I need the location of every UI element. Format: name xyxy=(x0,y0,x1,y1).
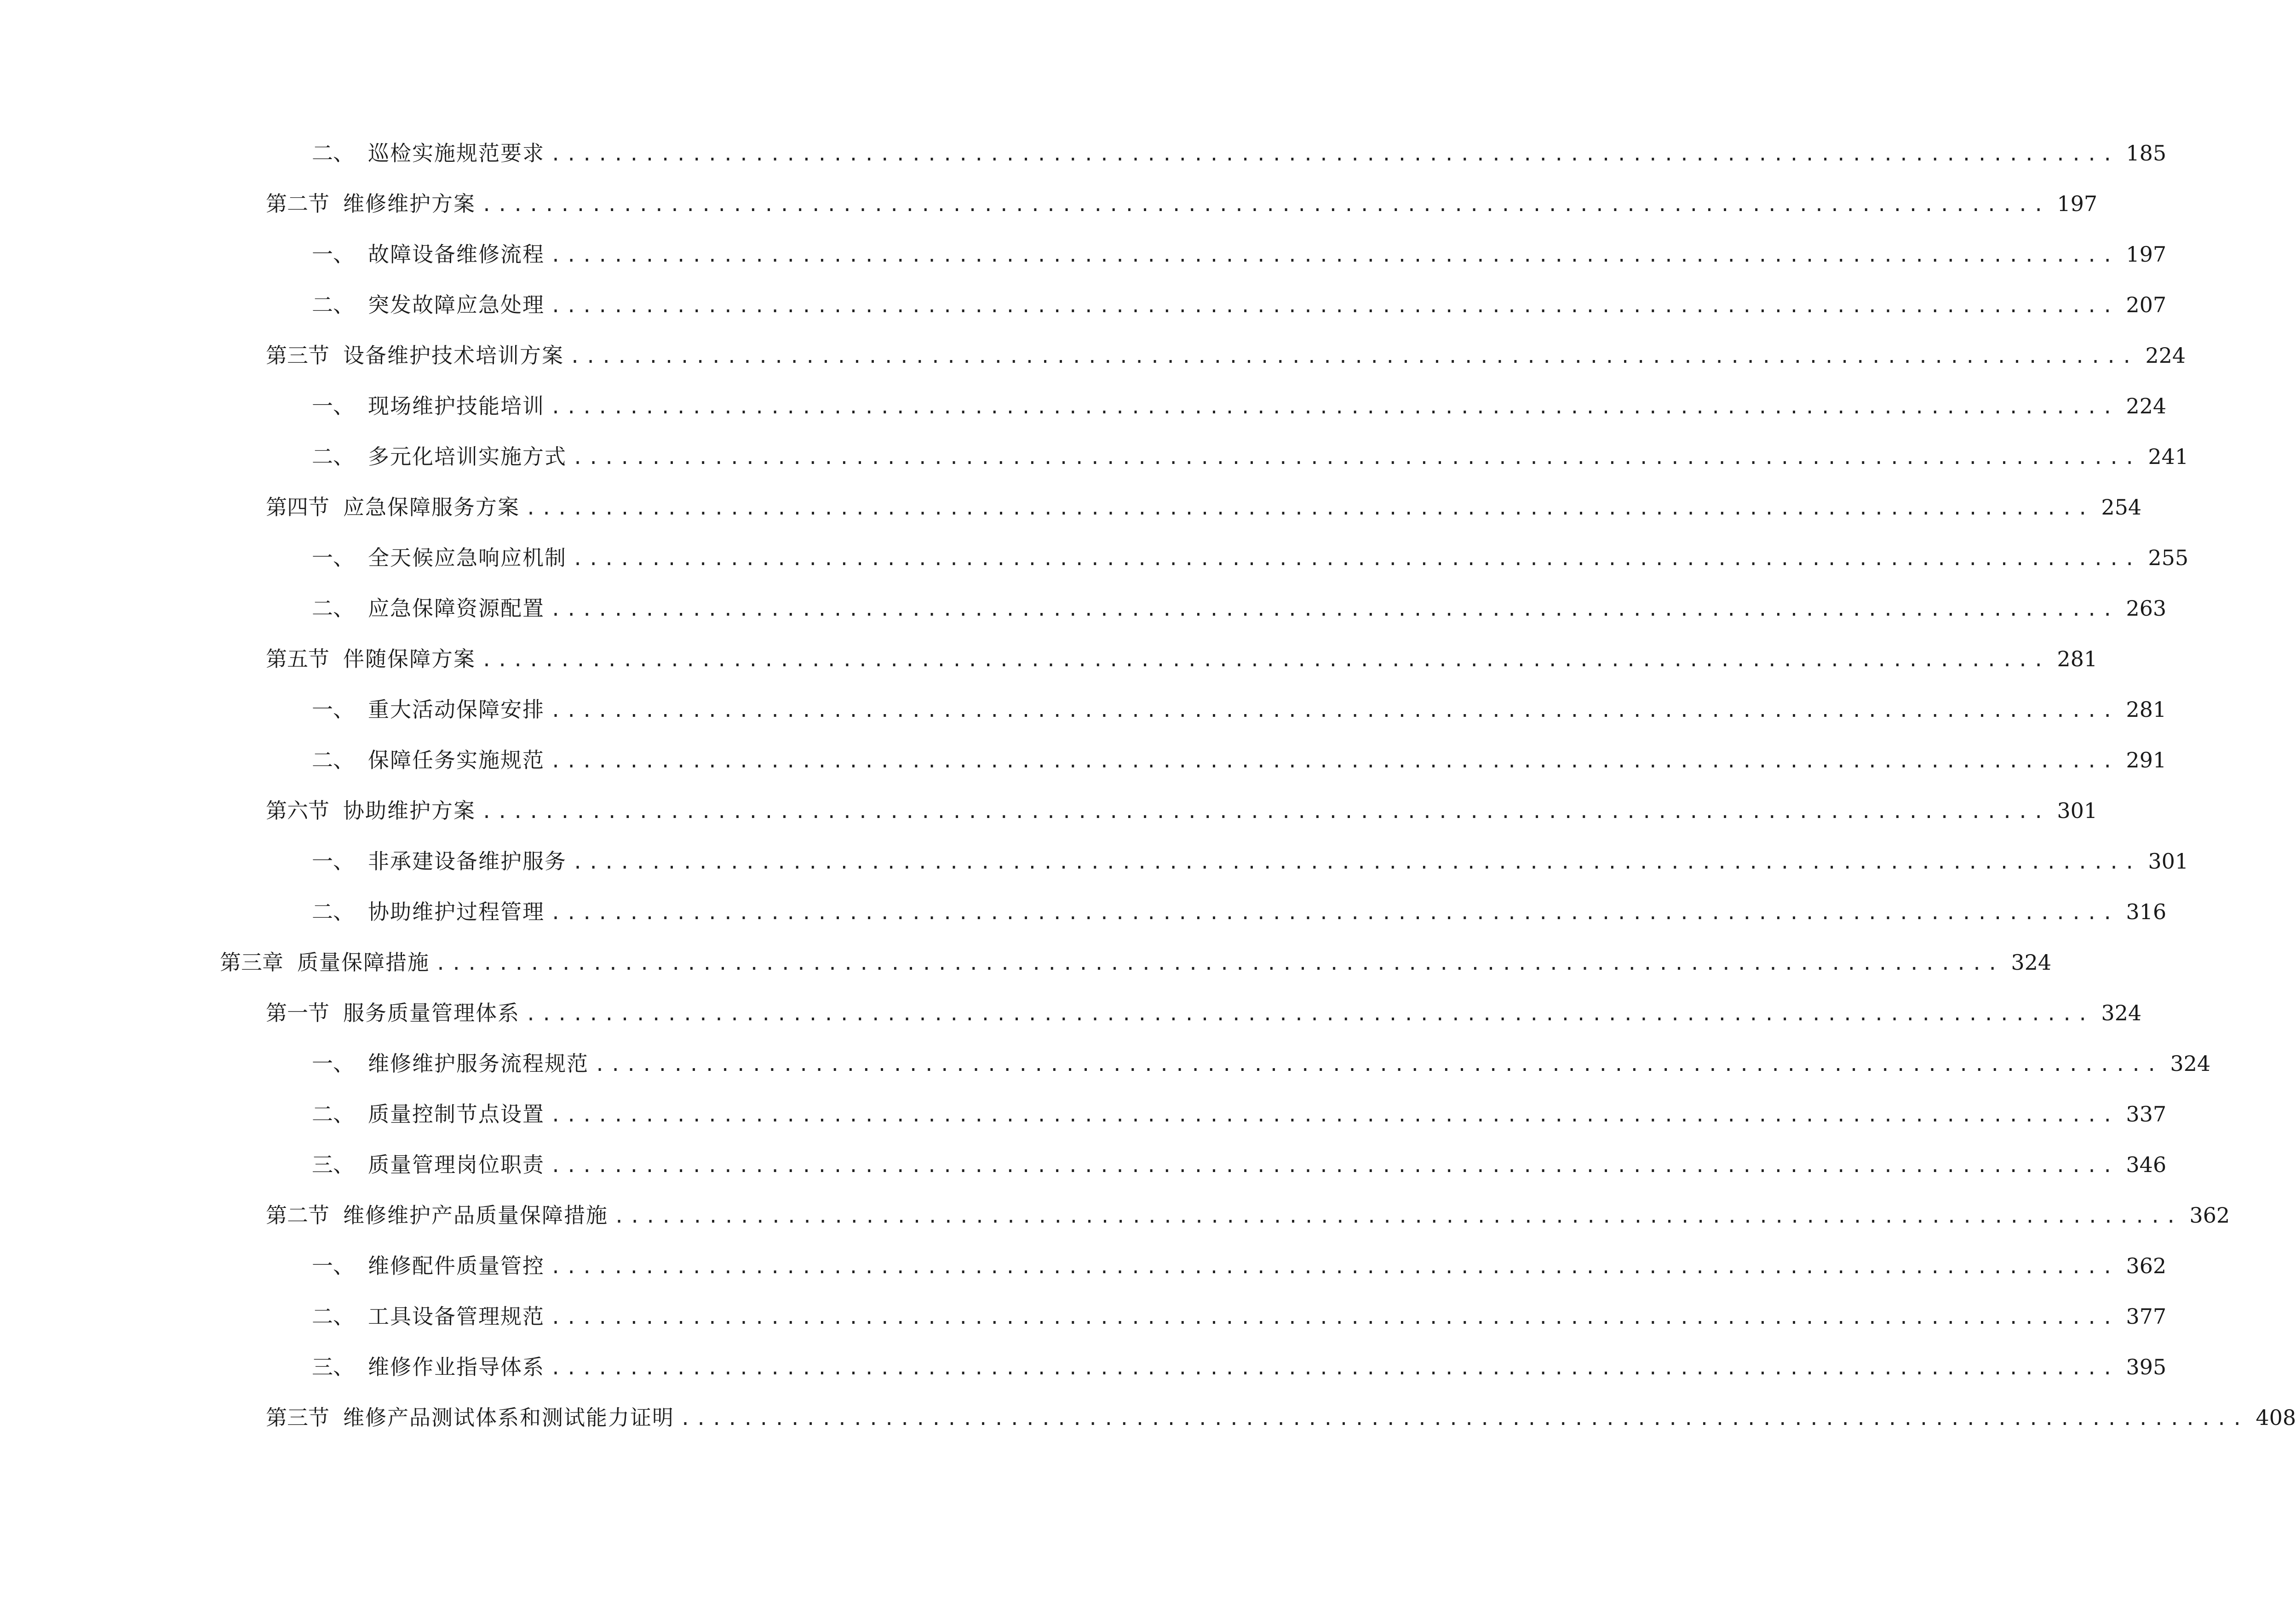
dot-leader: .................................................................................................... xyxy=(481,650,2049,671)
toc-entry-number: 第三章 xyxy=(220,950,283,975)
toc-entry-page-number: 224 xyxy=(2126,394,2167,418)
toc-entry-title: 服务质量管理体系 xyxy=(343,1001,520,1025)
toc-entry-number: 第二节 xyxy=(266,191,329,216)
toc-entry-number: 第二节 xyxy=(266,1203,329,1228)
dot-leader: .................................................................................................... xyxy=(525,498,2093,519)
toc-entry-title: 设备维护技术培训方案 xyxy=(343,343,564,368)
toc-entry-title: 质量管理岗位职责 xyxy=(368,1152,545,1177)
toc-entry-page-number: 316 xyxy=(2126,899,2167,924)
toc-entry-title: 维修维护产品质量保障措施 xyxy=(343,1203,608,1228)
toc-entry-page-number: 362 xyxy=(2189,1203,2230,1228)
toc-entry[interactable] xyxy=(0,441,2189,492)
dot-leader: .................................................................................................... xyxy=(550,245,2118,266)
toc-entry-title: 质量保障措施 xyxy=(297,950,430,975)
dot-leader: .................................................................................................... xyxy=(614,1206,2181,1227)
toc-entry-number: 一、 xyxy=(312,242,354,267)
toc-entry[interactable] xyxy=(0,340,2186,391)
toc-entry-title: 应急保障服务方案 xyxy=(343,495,520,520)
toc-entry-title: 重大活动保障安排 xyxy=(368,697,545,722)
toc-entry-number: 二、 xyxy=(312,748,354,772)
toc-entry[interactable] xyxy=(0,492,2142,543)
toc-entry-page-number: 197 xyxy=(2126,242,2167,267)
toc-entry-title: 维修作业指导体系 xyxy=(368,1355,545,1379)
dot-leader: .................................................................................................... xyxy=(550,144,2118,165)
toc-entry-title: 质量控制节点设置 xyxy=(368,1102,545,1127)
toc-entry-page-number: 254 xyxy=(2101,495,2142,520)
dot-leader: .................................................................................................... xyxy=(435,953,2003,974)
toc-entry-number: 一、 xyxy=(312,849,354,874)
toc-entry-page-number: 324 xyxy=(2101,1001,2142,1025)
toc-entry-title: 伴随保障方案 xyxy=(343,646,476,671)
toc-entry-number: 三、 xyxy=(312,1355,354,1379)
dot-leader: .................................................................................................... xyxy=(525,1004,2093,1025)
toc-entry[interactable] xyxy=(0,1200,2230,1251)
toc-entry-page-number: 346 xyxy=(2126,1152,2167,1177)
toc-entry-page-number: 301 xyxy=(2148,849,2189,874)
dot-leader: .................................................................................................... xyxy=(550,397,2118,418)
toc-entry-page-number: 337 xyxy=(2126,1102,2167,1127)
toc-entry-page-number: 301 xyxy=(2057,798,2098,823)
toc-entry[interactable] xyxy=(0,543,2189,593)
toc-entry[interactable] xyxy=(0,189,2098,239)
toc-entry-number: 一、 xyxy=(312,1051,354,1076)
toc-entry[interactable] xyxy=(0,897,2167,947)
toc-entry-page-number: 395 xyxy=(2126,1355,2167,1379)
dot-leader: .................................................................................................... xyxy=(572,447,2140,469)
toc-entry-title: 全天候应急响应机制 xyxy=(368,545,567,570)
toc-entry-number: 第六节 xyxy=(266,798,329,823)
toc-entry-page-number: 324 xyxy=(2170,1051,2211,1076)
toc-entry[interactable] xyxy=(0,694,2167,745)
toc-entry[interactable] xyxy=(0,745,2167,795)
toc-entry-title: 维修配件质量管控 xyxy=(368,1253,545,1278)
toc-entry-number: 二、 xyxy=(312,596,354,621)
toc-entry[interactable] xyxy=(0,239,2167,290)
dot-leader: .................................................................................................... xyxy=(572,852,2140,873)
table-of-contents xyxy=(0,138,2296,1453)
toc-entry[interactable] xyxy=(0,138,2167,189)
toc-entry-number: 二、 xyxy=(312,1102,354,1127)
toc-entry[interactable] xyxy=(0,1048,2211,1099)
toc-entry-title: 应急保障资源配置 xyxy=(368,596,545,621)
toc-entry-number: 二、 xyxy=(312,1304,354,1329)
dot-leader: .................................................................................................... xyxy=(550,1105,2118,1126)
dot-leader: .................................................................................................... xyxy=(550,751,2118,772)
toc-entry-title: 工具设备管理规范 xyxy=(368,1304,545,1329)
toc-entry-title: 现场维护技能培训 xyxy=(368,394,545,418)
dot-leader: .................................................................................................... xyxy=(594,1054,2162,1075)
toc-entry-page-number: 263 xyxy=(2126,596,2167,621)
toc-entry-number: 第三节 xyxy=(266,1405,329,1430)
toc-entry[interactable] xyxy=(0,1402,2296,1453)
dot-leader: .................................................................................................... xyxy=(550,1358,2118,1379)
toc-entry[interactable] xyxy=(0,846,2189,897)
dot-leader: .................................................................................................... xyxy=(481,194,2049,216)
dot-leader: .................................................................................................... xyxy=(550,296,2118,317)
toc-entry-title: 非承建设备维护服务 xyxy=(368,849,567,874)
toc-entry[interactable] xyxy=(0,1150,2167,1200)
dot-leader: .................................................................................................... xyxy=(481,801,2049,823)
dot-leader: .................................................................................................... xyxy=(572,549,2140,570)
toc-entry-page-number: 255 xyxy=(2148,545,2189,570)
toc-entry-title: 维修维护方案 xyxy=(343,191,476,216)
toc-entry-number: 一、 xyxy=(312,394,354,418)
toc-entry-title: 维修维护服务流程规范 xyxy=(368,1051,589,1076)
toc-entry-page-number: 281 xyxy=(2057,646,2098,671)
toc-entry[interactable] xyxy=(0,998,2142,1048)
dot-leader: .................................................................................................... xyxy=(550,1307,2118,1328)
toc-entry[interactable] xyxy=(0,1301,2167,1352)
toc-entry[interactable] xyxy=(0,795,2098,846)
toc-entry-title: 故障设备维修流程 xyxy=(368,242,545,267)
toc-entry-number: 一、 xyxy=(312,1253,354,1278)
dot-leader: .................................................................................................... xyxy=(550,1155,2118,1177)
toc-entry-title: 协助维护过程管理 xyxy=(368,899,545,924)
toc-entry[interactable] xyxy=(0,593,2167,644)
toc-entry-title: 多元化培训实施方式 xyxy=(368,444,567,469)
toc-entry[interactable] xyxy=(0,290,2167,340)
dot-leader: .................................................................................................... xyxy=(680,1408,2248,1430)
toc-entry-title: 保障任务实施规范 xyxy=(368,748,545,772)
toc-entry-number: 二、 xyxy=(312,899,354,924)
toc-entry-page-number: 241 xyxy=(2148,444,2189,469)
toc-entry-page-number: 197 xyxy=(2057,191,2098,216)
toc-entry[interactable] xyxy=(0,947,2052,998)
toc-entry-number: 第一节 xyxy=(266,1001,329,1025)
toc-entry-title: 维修产品测试体系和测试能力证明 xyxy=(343,1405,674,1430)
dot-leader: .................................................................................................... xyxy=(550,700,2118,721)
toc-entry-number: 第三节 xyxy=(266,343,329,368)
toc-entry-page-number: 408 xyxy=(2256,1405,2296,1430)
toc-entry-number: 一、 xyxy=(312,545,354,570)
dot-leader: .................................................................................................... xyxy=(550,599,2118,620)
dot-leader: .................................................................................................... xyxy=(569,346,2137,367)
toc-entry-page-number: 224 xyxy=(2145,343,2186,368)
toc-entry-number: 第四节 xyxy=(266,495,329,520)
toc-entry-page-number: 291 xyxy=(2126,748,2167,772)
toc-entry-number: 二、 xyxy=(312,141,354,166)
toc-entry-number: 第五节 xyxy=(266,646,329,671)
toc-entry-title: 巡检实施规范要求 xyxy=(368,141,545,166)
toc-entry-number: 一、 xyxy=(312,697,354,722)
toc-entry[interactable] xyxy=(0,391,2167,441)
toc-entry-number: 二、 xyxy=(312,292,354,317)
dot-leader: .................................................................................................... xyxy=(550,1257,2118,1278)
toc-entry[interactable] xyxy=(0,1251,2167,1301)
toc-entry-page-number: 207 xyxy=(2126,292,2167,317)
toc-entry-title: 突发故障应急处理 xyxy=(368,292,545,317)
toc-entry[interactable] xyxy=(0,1099,2167,1150)
toc-entry-title: 协助维护方案 xyxy=(343,798,476,823)
toc-entry-page-number: 362 xyxy=(2126,1253,2167,1278)
toc-entry[interactable] xyxy=(0,1352,2167,1402)
toc-entry-number: 二、 xyxy=(312,444,354,469)
dot-leader: .................................................................................................... xyxy=(550,903,2118,924)
toc-entry-number: 三、 xyxy=(312,1152,354,1177)
toc-entry-page-number: 281 xyxy=(2126,697,2167,722)
toc-entry[interactable] xyxy=(0,644,2098,694)
toc-entry-page-number: 185 xyxy=(2126,141,2167,166)
toc-entry-page-number: 324 xyxy=(2011,950,2052,975)
toc-entry-page-number: 377 xyxy=(2126,1304,2167,1329)
